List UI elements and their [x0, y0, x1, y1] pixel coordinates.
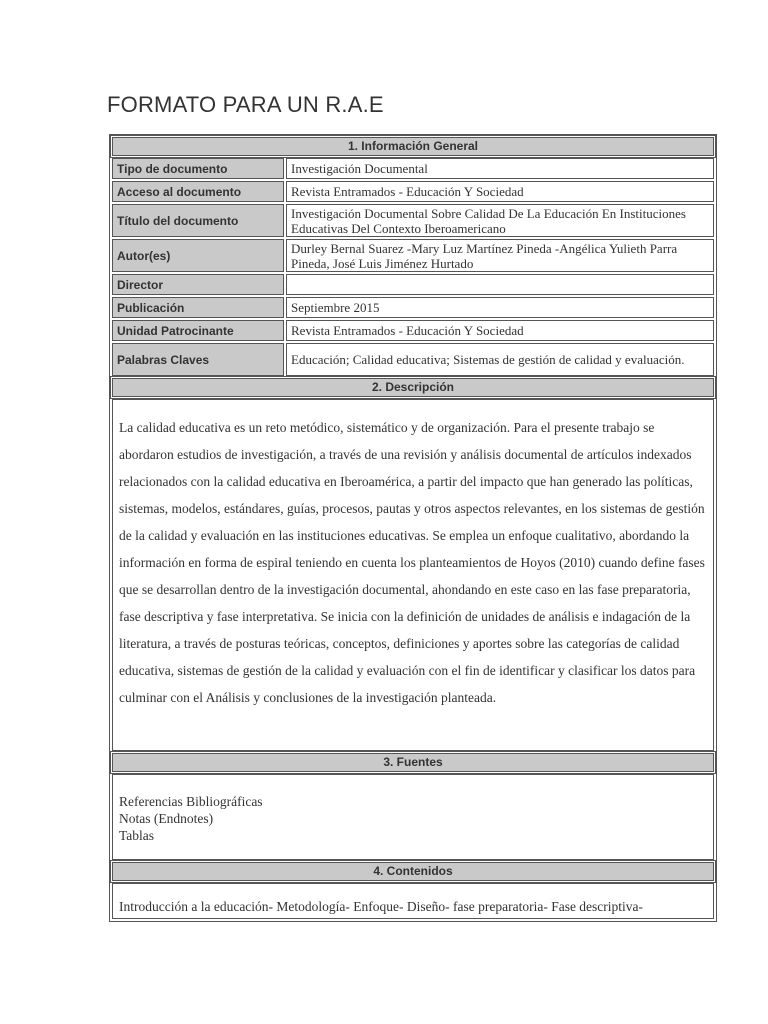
source-item: Tablas [119, 828, 155, 843]
source-item: Referencias Bibliográficas [119, 794, 263, 809]
section-heading: 1. Información General [112, 137, 714, 156]
section-general-info [109, 134, 717, 922]
source-item: Notas (Endnotes) [119, 811, 214, 826]
row-tipo-documento [112, 158, 714, 179]
rae-form [109, 134, 717, 922]
field-label: Autor(es) [112, 239, 284, 272]
field-value: Revista Entramados - Educación Y Sociedad [286, 320, 714, 341]
field-label: Título del documento [112, 204, 284, 237]
description-text: La calidad educativa es un reto metódico, sistemático y de organización. Para el presente trabajo se abordaron estudios de investigación, a través de una revisión y análisis documental de artículos indexados relacionados con la calidad educativa en Iberoamérica, a partir del impacto que han generado las políticas, sistemas, modelos, estándares, guías, procesos, pautas y otros aspectos relevantes, en los sistemas de gestión de la calidad y evaluación en las instituciones educativas. Se emplea un enfoque cualitativo, abordando la información en forma de espiral teniendo en cuenta los planteamientos de Hoyos (2010) cuando define fases que se desarrollan dentro de la investigación documental, ahondando en este caso en las fase preparatoria, fase descriptiva y fase interpretativa. Se inicia con la definición de unidades de análisis e indagación de la literatura, a través de posturas teóricas, conceptos, definiciones y aportes sobre las categorías de calidad educativa, sistemas de gestión de la calidad y evaluación con el fin de identificar y clasificar los datos para culminar con el Análisis y conclusiones de la investigación planteada. [112, 399, 714, 751]
field-value: Durley Bernal Suarez -Mary Luz Martínez Pineda -Angélica Yulieth Parra Pineda, José Luis Jiménez Hurtado [286, 239, 714, 272]
row-director [112, 274, 714, 295]
row-acceso-documento [112, 181, 714, 202]
sources-list [112, 774, 714, 860]
section-heading: 2. Descripción [112, 378, 714, 397]
document-title: FORMATO PARA UN R.A.E [107, 92, 384, 117]
field-label: Publicación [112, 297, 284, 318]
field-label: Acceso al documento [112, 181, 284, 202]
field-value: Revista Entramados - Educación Y Sociedad [286, 181, 714, 202]
field-value [286, 274, 714, 295]
row-autores [112, 239, 714, 272]
field-value: Investigación Documental Sobre Calidad De La Educación En Instituciones Educativas Del Contexto Iberoamericano [286, 204, 714, 237]
field-label: Tipo de documento [112, 158, 284, 179]
field-label: Palabras Claves [112, 343, 284, 376]
field-value: Septiembre 2015 [286, 297, 714, 318]
row-palabras-claves [112, 343, 714, 376]
row-titulo-documento [112, 204, 714, 237]
field-label: Director [112, 274, 284, 295]
field-value: Investigación Documental [286, 158, 714, 179]
section-heading: 3. Fuentes [112, 753, 714, 772]
section-heading: 4. Contenidos [112, 862, 714, 881]
row-unidad-patrocinante [112, 320, 714, 341]
row-publicacion [112, 297, 714, 318]
field-value: Educación; Calidad educativa; Sistemas de gestión de calidad y evaluación. [286, 343, 714, 376]
contents-text: Introducción a la educación- Metodología- Enfoque- Diseño- fase preparatoria- Fase descriptiva- [112, 883, 714, 919]
field-label: Unidad Patrocinante [112, 320, 284, 341]
